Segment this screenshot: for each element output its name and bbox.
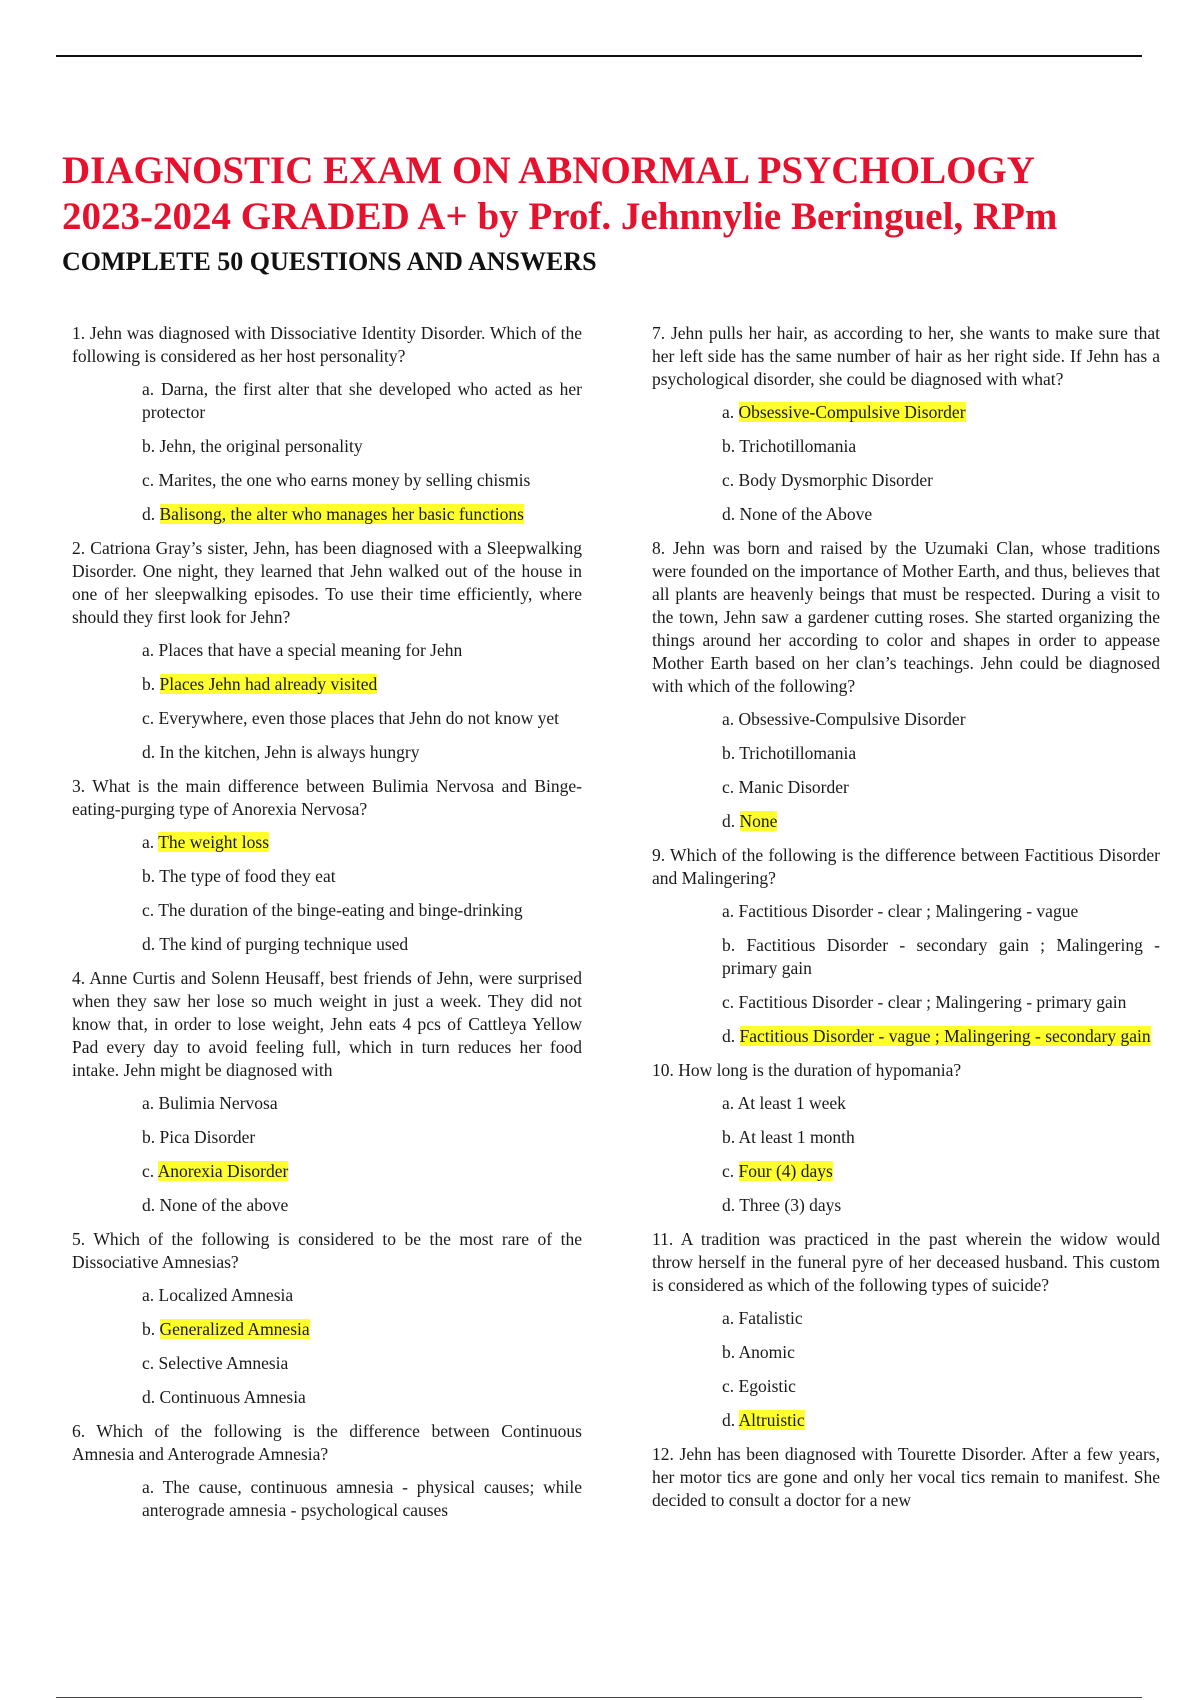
option-letter: d.	[722, 1026, 740, 1046]
option-letter: a.	[142, 1477, 163, 1497]
option-letter: d.	[142, 742, 160, 762]
question-number: 3.	[72, 776, 93, 796]
option-text: At least 1 month	[738, 1127, 855, 1147]
question-text	[72, 967, 582, 1082]
option-letter: b.	[722, 935, 747, 955]
answer-option-correct	[142, 1160, 582, 1183]
option-text: In the kitchen, Jehn is always hungry	[159, 742, 420, 762]
option-text: Egoistic	[738, 1376, 796, 1396]
answer-option	[142, 639, 582, 662]
option-text: Fatalistic	[738, 1308, 803, 1328]
option-text: The duration of the binge-eating and binge-drinking	[158, 900, 523, 920]
option-letter: b.	[142, 674, 160, 694]
option-text: Three (3) days	[739, 1195, 842, 1215]
question-text	[652, 1059, 1160, 1082]
option-text: Marites, the one who earns money by selling chismis	[158, 470, 531, 490]
option-text: The kind of purging technique used	[159, 934, 409, 954]
question-text	[652, 1443, 1160, 1512]
option-letter: d.	[142, 504, 160, 524]
option-list	[722, 900, 1160, 1048]
option-list	[722, 1092, 1160, 1217]
option-text: Factitious Disorder - secondary gain ; Malingering - primary gain	[722, 935, 1161, 978]
option-letter: a.	[722, 1308, 739, 1328]
question-stem: Which of the following is the difference between Factitious Disorder and Malingering?	[652, 845, 1160, 888]
question-item	[72, 322, 582, 526]
answer-option	[722, 469, 1160, 492]
answer-option-correct	[142, 1318, 582, 1341]
option-letter: c.	[142, 708, 159, 728]
top-rule	[56, 55, 1142, 57]
question-item	[652, 1059, 1160, 1217]
option-letter: a.	[142, 1285, 159, 1305]
question-number: 11.	[652, 1229, 681, 1249]
question-number: 2.	[72, 538, 91, 558]
answer-option	[722, 1194, 1160, 1217]
answer-option	[722, 708, 1160, 731]
highlighted-answer-text: Altruistic	[738, 1410, 805, 1430]
question-stem: Which of the following is considered to be the most rare of the Dissociative Amnesias?	[72, 1229, 583, 1272]
question-stem: How long is the duration of hypomania?	[678, 1060, 962, 1080]
option-letter: c.	[722, 777, 739, 797]
option-letter: b.	[722, 1342, 739, 1362]
question-text	[72, 537, 582, 629]
answer-option-correct	[142, 503, 582, 526]
highlighted-answer-text: The weight loss	[158, 832, 270, 852]
answer-option	[722, 435, 1160, 458]
option-letter: d.	[142, 1195, 160, 1215]
option-list	[722, 1307, 1160, 1432]
option-text: At least 1 week	[737, 1093, 846, 1113]
question-number: 6.	[72, 1421, 97, 1441]
right-column	[652, 322, 1160, 1523]
option-letter: c.	[142, 470, 159, 490]
answer-option-correct	[142, 831, 582, 854]
question-number: 7.	[652, 323, 671, 343]
question-text	[72, 322, 582, 368]
option-letter: c.	[722, 1376, 739, 1396]
question-stem: Anne Curtis and Solenn Heusaff, best friends of Jehn, were surprised when they saw her lose so much weight in just a week. They did not know that, in order to lose weight, Jehn eats 4 pcs of Cattleya Yellow Pad every day to avoid feeling full, which in turn reduces her food intake. Jehn might be diagnosed with	[72, 968, 582, 1080]
answer-option	[722, 900, 1160, 923]
highlighted-answer-text: Factitious Disorder - vague ; Malingering - secondary gain	[739, 1026, 1151, 1046]
option-letter: d.	[142, 934, 160, 954]
option-letter: d.	[142, 1387, 160, 1407]
option-letter: a.	[722, 709, 739, 729]
question-stem: A tradition was practiced in the past wherein the widow would throw herself in the funeral pyre of her deceased husband. This custom is considered as which of the following types of suicide?	[652, 1229, 1160, 1295]
question-text	[72, 1228, 582, 1274]
answer-option	[142, 1476, 582, 1522]
answer-option	[142, 469, 582, 492]
option-letter: c.	[142, 900, 159, 920]
answer-option	[142, 933, 582, 956]
option-letter: c.	[142, 1161, 158, 1181]
question-item	[652, 1228, 1160, 1432]
option-letter: a.	[722, 901, 739, 921]
answer-option	[722, 742, 1160, 765]
answer-option	[142, 1284, 582, 1307]
question-text	[652, 844, 1160, 890]
option-text: Localized Amnesia	[158, 1285, 294, 1305]
answer-option	[722, 1341, 1160, 1364]
option-list	[142, 378, 582, 526]
question-item	[72, 967, 582, 1217]
option-text: Continuous Amnesia	[159, 1387, 306, 1407]
answer-option-correct	[722, 1409, 1160, 1432]
question-stem: Jehn was born and raised by the Uzumaki Clan, whose traditions were founded on the importance of Mother Earth, and thus, believes that all plants are heavenly beings that must be respected. During a visit to the town, Jehn saw a gardener cutting roses. She started organizing the things around her according to color and shapes in order to appease Mother Earth based on her clan’s teachings. Jehn could be diagnosed with which of the following?	[652, 538, 1160, 696]
option-list	[142, 831, 582, 956]
answer-option	[722, 1307, 1160, 1330]
page-bottom-rule	[56, 1697, 1142, 1698]
question-text	[72, 775, 582, 821]
option-letter: b.	[722, 1127, 739, 1147]
answer-option-correct	[142, 673, 582, 696]
option-text: Manic Disorder	[738, 777, 849, 797]
option-text: Everywhere, even those places that Jehn do not know yet	[158, 708, 559, 728]
highlighted-answer-text: Obsessive-Compulsive Disorder	[738, 402, 966, 422]
question-stem: Jehn pulls her hair, as according to her, she wants to make sure that her left side has the same number of hair as her right side. If Jehn has a psychological disorder, she could be diagnosed with what?	[652, 323, 1160, 389]
answer-option	[722, 1092, 1160, 1115]
answer-option	[722, 1375, 1160, 1398]
question-stem: What is the main difference between Bulimia Nervosa and Binge-eating-purging type of Anorexia Nervosa?	[72, 776, 583, 819]
option-text: Body Dysmorphic Disorder	[738, 470, 933, 490]
question-number: 5.	[72, 1229, 94, 1249]
question-number: 8.	[652, 538, 673, 558]
title-line-1: DIAGNOSTIC EXAM ON ABNORMAL PSYCHOLOGY	[62, 149, 1035, 192]
answer-option	[142, 435, 582, 458]
option-letter: a.	[142, 640, 159, 660]
option-text: Trichotillomania	[739, 743, 857, 763]
subtitle: COMPLETE 50 QUESTIONS AND ANSWERS	[62, 247, 597, 276]
highlighted-answer-text: Anorexia Disorder	[157, 1161, 289, 1181]
option-text: Bulimia Nervosa	[158, 1093, 278, 1113]
option-letter: d.	[722, 811, 740, 831]
option-list	[142, 639, 582, 764]
option-letter: c.	[722, 992, 739, 1012]
question-text	[72, 1420, 582, 1466]
answer-option	[722, 1126, 1160, 1149]
question-number: 4.	[72, 968, 90, 988]
option-text: The type of food they eat	[159, 866, 336, 886]
question-item	[72, 537, 582, 764]
highlighted-answer-text: Balisong, the alter who manages her basic functions	[159, 504, 524, 524]
option-text: Places that have a special meaning for Jehn	[158, 640, 463, 660]
option-letter: b.	[722, 743, 740, 763]
answer-option	[722, 934, 1160, 980]
option-text: Trichotillomania	[739, 436, 857, 456]
option-letter: b.	[142, 866, 160, 886]
answer-option	[722, 991, 1160, 1014]
option-letter: d.	[722, 1195, 740, 1215]
question-item	[72, 1420, 582, 1522]
question-item	[652, 322, 1160, 526]
option-text: Darna, the first alter that she developed who acted as her protector	[142, 379, 582, 422]
question-stem: Jehn was diagnosed with Dissociative Identity Disorder. Which of the following is considered as her host personality?	[72, 323, 582, 366]
option-text: Selective Amnesia	[158, 1353, 289, 1373]
answer-option-correct	[722, 401, 1160, 424]
answer-option	[142, 1092, 582, 1115]
option-letter: a.	[142, 1093, 159, 1113]
option-letter: a.	[142, 379, 161, 399]
option-text: None of the Above	[739, 504, 873, 524]
option-text: The cause, continuous amnesia - physical causes; while anterograde amnesia - psychological causes	[142, 1477, 582, 1520]
option-text: Pica Disorder	[159, 1127, 256, 1147]
option-letter: d.	[722, 1410, 739, 1430]
highlighted-answer-text: Four (4) days	[738, 1161, 833, 1181]
answer-option	[142, 707, 582, 730]
option-letter: b.	[722, 436, 740, 456]
question-stem: Jehn has been diagnosed with Tourette Disorder. After a few years, her motor tics are gone and only her vocal tics remain to manifest. She decided to consult a doctor for a new	[652, 1444, 1160, 1510]
option-letter: c.	[722, 470, 739, 490]
answer-option	[722, 776, 1160, 799]
highlighted-answer-text: None	[739, 811, 778, 831]
question-item	[652, 537, 1160, 833]
answer-option	[142, 899, 582, 922]
question-text	[652, 322, 1160, 391]
option-letter: b.	[142, 1319, 160, 1339]
question-stem: Catriona Gray’s sister, Jehn, has been diagnosed with a Sleepwalking Disorder. One night, they learned that Jehn walked out of the house in one of her sleepwalking episodes. To use their time efficiently, where should they first look for Jehn?	[72, 538, 582, 627]
option-text: Factitious Disorder - clear ; Malingering - primary gain	[738, 992, 1127, 1012]
highlighted-answer-text: Places Jehn had already visited	[159, 674, 378, 694]
option-text: Obsessive-Compulsive Disorder	[738, 709, 966, 729]
option-list	[142, 1476, 582, 1522]
option-list	[142, 1284, 582, 1409]
option-text: None of the above	[159, 1195, 289, 1215]
option-letter: a.	[142, 832, 159, 852]
option-list	[722, 708, 1160, 833]
option-list	[722, 401, 1160, 526]
question-item	[72, 1228, 582, 1409]
left-column	[72, 322, 582, 1533]
option-letter: b.	[142, 1127, 160, 1147]
option-text: Anomic	[738, 1342, 795, 1362]
option-letter: b.	[142, 436, 160, 456]
answer-option	[142, 1386, 582, 1409]
option-letter: a.	[722, 402, 739, 422]
answer-option	[142, 741, 582, 764]
title-line-2: 2023-2024 GRADED A+ by Prof. Jehnnylie Beringuel, RPm	[62, 195, 1058, 238]
answer-option	[142, 378, 582, 424]
question-number: 9.	[652, 845, 671, 865]
option-letter: c.	[142, 1353, 159, 1373]
question-item	[652, 844, 1160, 1048]
option-text: Jehn, the original personality	[159, 436, 363, 456]
question-text	[652, 1228, 1160, 1297]
question-number: 10.	[652, 1060, 679, 1080]
answer-option-correct	[722, 810, 1160, 833]
question-item	[652, 1443, 1160, 1512]
option-letter: c.	[722, 1161, 739, 1181]
question-number: 1.	[72, 323, 90, 343]
highlighted-answer-text: Generalized Amnesia	[159, 1319, 310, 1339]
question-item	[72, 775, 582, 956]
option-text: Factitious Disorder - clear ; Malingering - vague	[738, 901, 1079, 921]
option-letter: a.	[722, 1093, 738, 1113]
answer-option	[722, 503, 1160, 526]
answer-option	[142, 865, 582, 888]
question-text	[652, 537, 1160, 698]
option-letter: d.	[722, 504, 740, 524]
answer-option	[142, 1352, 582, 1375]
option-list	[142, 1092, 582, 1217]
answer-option-correct	[722, 1160, 1160, 1183]
answer-option	[142, 1194, 582, 1217]
question-number: 12.	[652, 1444, 680, 1464]
answer-option-correct	[722, 1025, 1160, 1048]
question-stem: Which of the following is the difference between Continuous Amnesia and Anterograde Amnesia?	[72, 1421, 582, 1464]
answer-option	[142, 1126, 582, 1149]
document-header	[62, 148, 1142, 278]
